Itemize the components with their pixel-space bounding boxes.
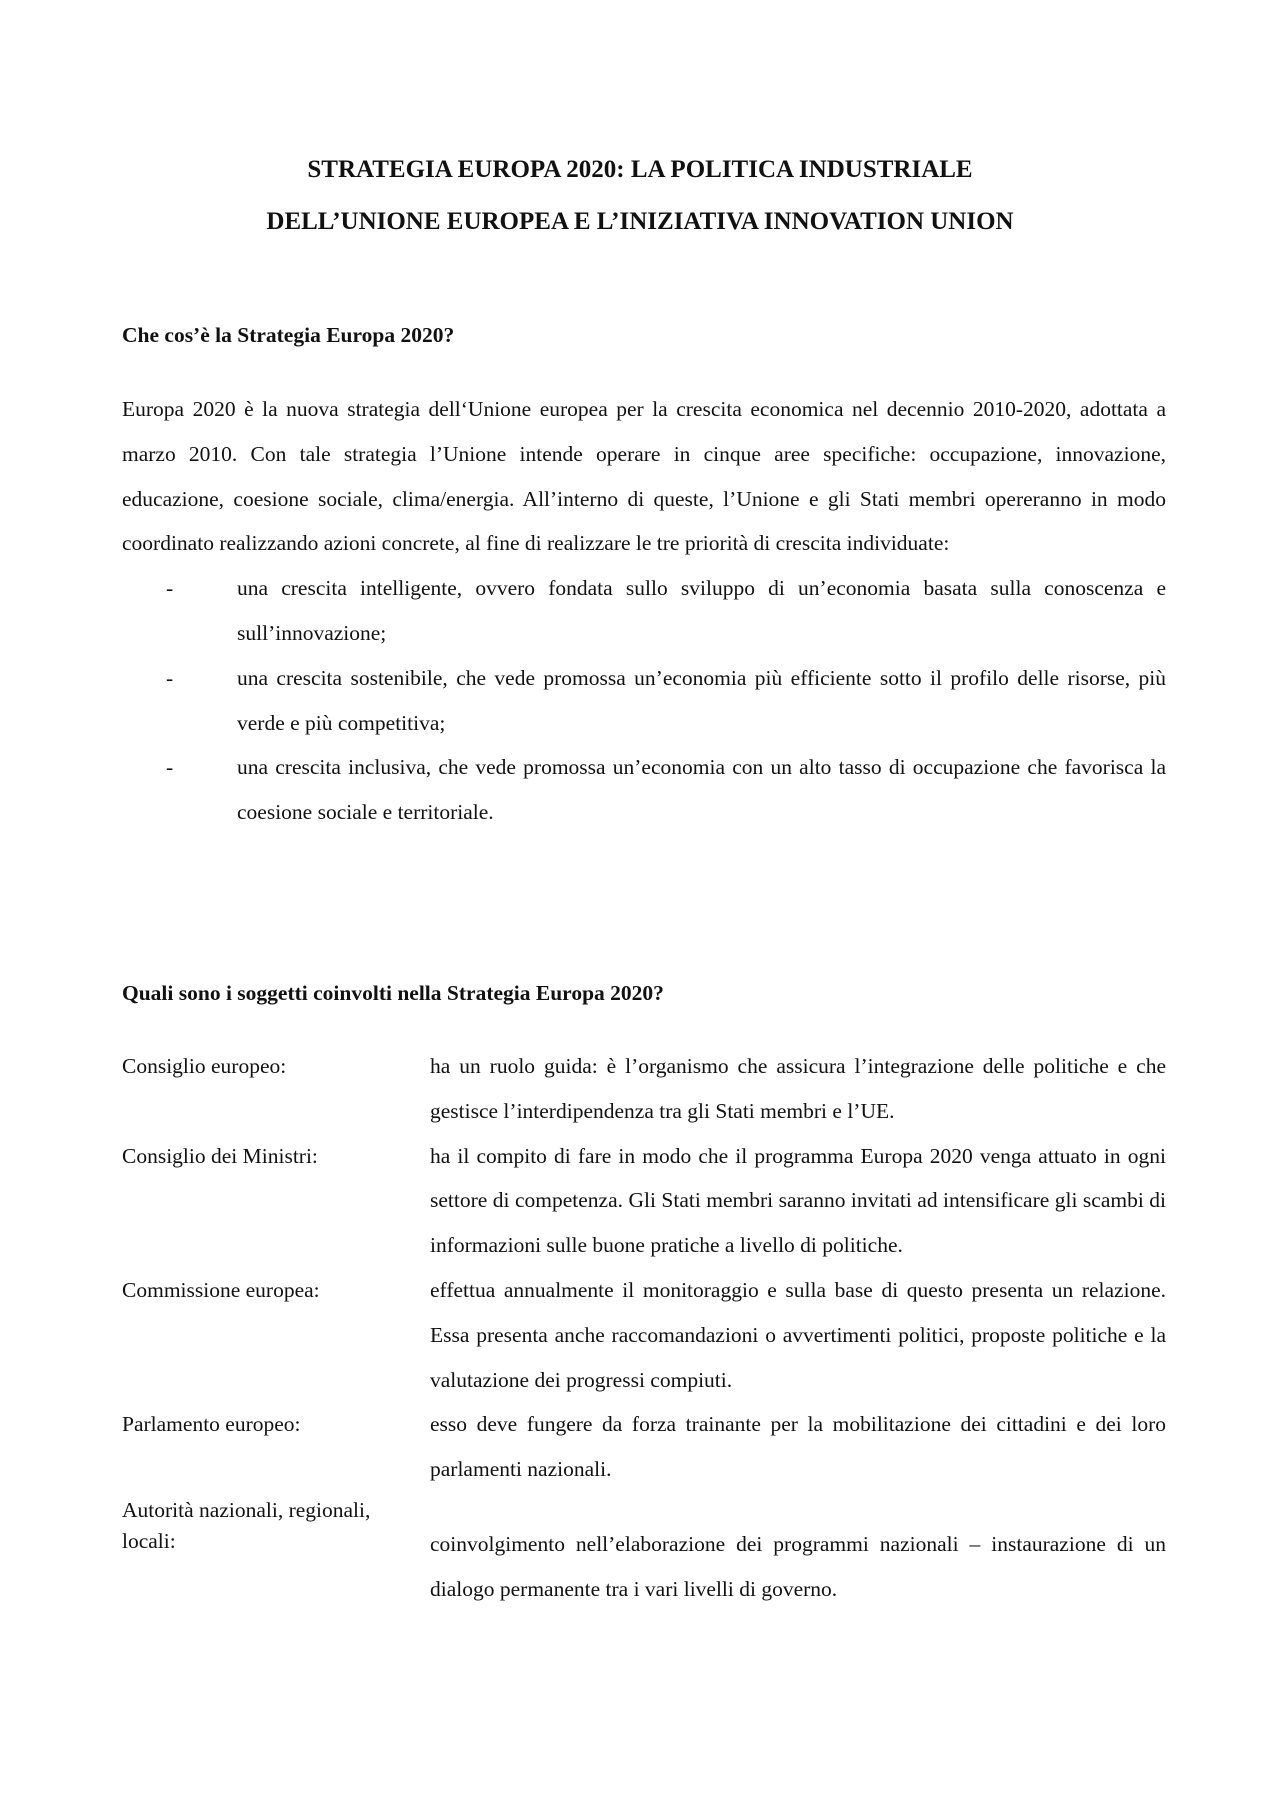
section-heading: Quali sono i soggetti coinvolti nella Strategia Europa 2020? xyxy=(122,981,664,1005)
actor-label: Autorità nazionali, regionali, locali: xyxy=(122,1497,371,1553)
actor-label: Consiglio dei Ministri: xyxy=(122,1143,318,1168)
table-row xyxy=(122,1268,1166,1402)
list-item-text: una crescita intelligente, ovvero fondata sullo sviluppo di un’economia basata sulla conoscenza e sull’innovazione; xyxy=(237,576,1166,645)
section-actors xyxy=(122,971,1166,1612)
list-item xyxy=(122,656,1166,746)
title-line-2: DELL’UNIONE EUROPEA E L’INIZIATIVA INNOVATION UNION xyxy=(266,208,1014,235)
table-row xyxy=(122,1044,1166,1134)
section-heading: Che cos’è la Strategia Europa 2020? xyxy=(122,323,455,347)
title-line-1: STRATEGIA EUROPA 2020: LA POLITICA INDUSTRIALE xyxy=(307,156,973,183)
bullet-dash: - xyxy=(166,755,174,780)
document-title xyxy=(0,144,1280,248)
list-item-text: una crescita inclusiva, che vede promossa un’economia con un alto tasso di occupazione che favorisca la coesione sociale e territoriale. xyxy=(237,755,1166,825)
table-row xyxy=(122,1495,1166,1612)
list-item xyxy=(122,566,1166,656)
table-row xyxy=(122,1402,1166,1492)
bullet-dash: - xyxy=(166,665,174,690)
actor-description: coinvolgimento nell’elaborazione dei programmi nazionali – instaurazione di un dialogo permanente tra i vari livelli di governo. xyxy=(430,1531,1166,1601)
actor-description: esso deve fungere da forza trainante per la mobilitazione dei cittadini e dei loro parlamenti nazionali. xyxy=(430,1412,1166,1482)
actor-description: ha un ruolo guida: è l’organismo che assicura l’integrazione delle politiche e che gestisce l’interdipendenza tra gli Stati membri e l’UE. xyxy=(430,1054,1166,1123)
actor-label: Consiglio europeo: xyxy=(122,1054,287,1078)
list-item-text: una crescita sostenibile, che vede promossa un’economia più efficiente sotto il profilo delle risorse, più verde e più competitiva; xyxy=(237,665,1166,735)
actor-description: ha il compito di fare in modo che il programma Europa 2020 venga attuato in ogni settore di competenza. Gli Stati membri saranno invitati ad intensificare gli scambi di informazioni sulle buone pratiche a livello di politiche. xyxy=(430,1143,1166,1258)
actor-label: Commissione europea: xyxy=(122,1277,320,1302)
bullet-dash: - xyxy=(166,576,174,601)
intro-paragraph: Europa 2020 è la nuova strategia dell‘Unione europea per la crescita economica nel decennio 2010-2020, adottata a marzo 2010. Con tale strategia l’Unione intende operare in cinque aree specifiche: occupazione, innovazione, educazione, coesione sociale, clima/energia. All’interno di queste, l’Unione e gli Stati membri opereranno in modo coordinato realizzando azioni concrete, al fine di realizzare le tre priorità di crescita individuate: xyxy=(122,397,1166,556)
actors-table xyxy=(122,1044,1166,1612)
actor-description: effettua annualmente il monitoraggio e sulla base di questo presenta un relazione. Essa presenta anche raccomandazioni o avvertimenti politici, proposte politiche e la valutazione dei progressi compiuti. xyxy=(430,1277,1166,1392)
actor-label: Parlamento europeo: xyxy=(122,1412,301,1437)
table-row xyxy=(122,1134,1166,1268)
priorities-list xyxy=(122,566,1166,835)
list-item xyxy=(122,745,1166,835)
section-what-is xyxy=(122,313,1166,835)
